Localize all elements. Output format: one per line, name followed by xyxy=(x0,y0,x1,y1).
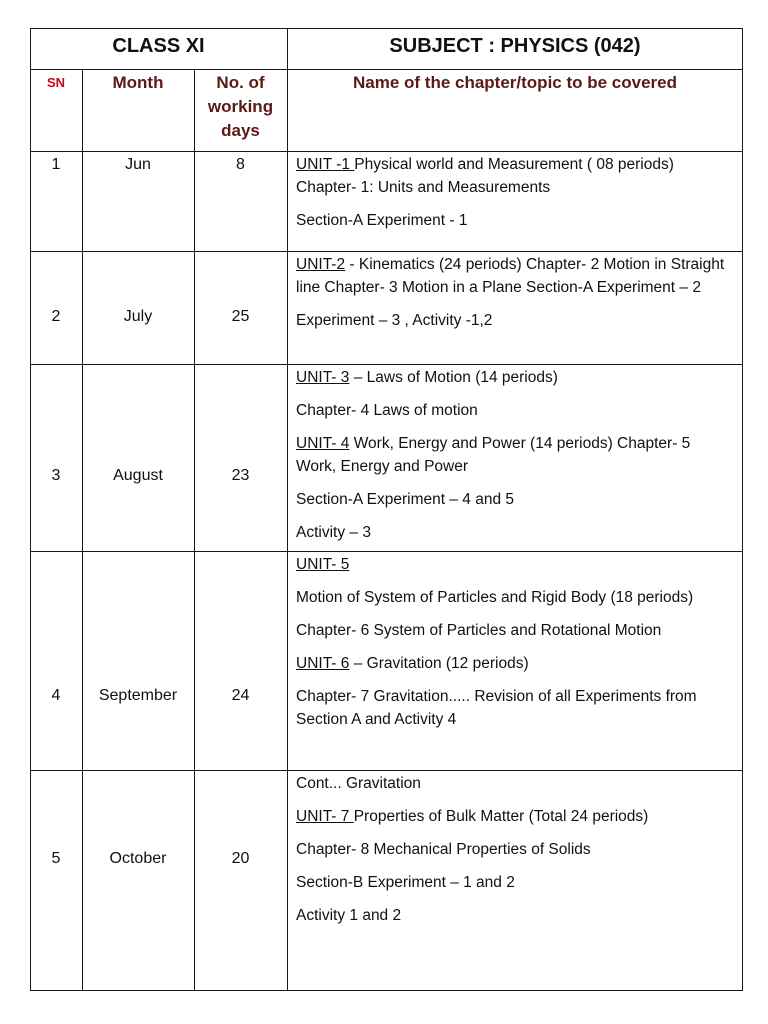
topic-text: - Kinematics (24 periods) Chapter- 2 Motion in Straight line Chapter- 3 Motion in a Plane Section-A Experiment – 2 xyxy=(296,256,725,296)
header-days-line: working xyxy=(207,97,274,116)
row-days: 23 xyxy=(231,467,250,484)
row-divider xyxy=(30,251,743,252)
topic-line: Motion of System of Particles and Rigid Body (18 periods) xyxy=(296,589,694,606)
row-topic xyxy=(287,153,737,242)
topic-line: Experiment – 3 , Activity -1,2 xyxy=(296,312,493,329)
topic-line: Chapter- 7 Gravitation..... Revision of all Experiments from Section A and Activity 4 xyxy=(296,688,697,728)
unit-label: UNIT- 6 xyxy=(296,655,350,672)
topic-text: – Laws of Motion (14 periods) xyxy=(349,369,558,386)
topic-line: Activity – 3 xyxy=(296,524,371,541)
row-month: September xyxy=(98,687,178,704)
header-working-days xyxy=(194,71,287,143)
topic-line xyxy=(296,553,733,576)
table-border-top xyxy=(30,28,743,29)
topic-line: Section-A Experiment - 1 xyxy=(296,212,468,229)
row-topic xyxy=(287,366,737,554)
class-title: CLASS XI xyxy=(112,35,205,57)
header-sn: SN xyxy=(46,75,66,90)
row-topic xyxy=(287,253,737,342)
unit-label: UNIT- 3 xyxy=(296,369,350,386)
row-divider xyxy=(30,69,743,70)
topic-line: Section-A Experiment – 4 and 5 xyxy=(296,491,514,508)
row-month: October xyxy=(109,850,167,867)
topic-line xyxy=(296,153,733,199)
row-days: 20 xyxy=(231,850,250,867)
header-month: Month xyxy=(112,73,164,92)
topic-text: Properties of Bulk Matter (Total 24 periods) xyxy=(353,808,649,825)
table-border-bottom xyxy=(30,990,743,991)
row-sn: 4 xyxy=(51,687,61,704)
topic-line xyxy=(296,253,733,299)
unit-label: UNIT- 4 xyxy=(296,435,350,452)
row-sn: 2 xyxy=(51,308,61,325)
row-sn: 5 xyxy=(51,850,61,867)
topic-line: Activity 1 and 2 xyxy=(296,907,402,924)
unit-label: UNIT- 5 xyxy=(296,556,350,573)
topic-line xyxy=(296,432,733,478)
topic-line: Chapter- 6 System of Particles and Rotational Motion xyxy=(296,622,662,639)
syllabus-table xyxy=(30,28,743,991)
topic-line: Section-B Experiment – 1 and 2 xyxy=(296,874,515,891)
unit-label: UNIT-2 xyxy=(296,256,346,273)
header-days-line: days xyxy=(221,121,260,140)
header-days-line: No. of xyxy=(216,73,265,92)
row-month: July xyxy=(123,308,153,325)
row-divider xyxy=(30,364,743,365)
unit-label: UNIT- 7 xyxy=(296,808,354,825)
topic-line: Cont... Gravitation xyxy=(296,775,421,792)
row-divider xyxy=(30,151,743,152)
row-divider xyxy=(30,770,743,771)
row-days: 24 xyxy=(231,687,250,704)
unit-label: UNIT -1 xyxy=(296,156,355,173)
subject-title: SUBJECT : PHYSICS (042) xyxy=(389,35,641,57)
topic-line xyxy=(296,652,733,675)
row-month: August xyxy=(113,467,163,484)
row-days: 25 xyxy=(231,308,250,325)
topic-text: Physical world and Measurement ( 08 periods) Chapter- 1: Units and Measurements xyxy=(296,156,674,196)
header-topic: Name of the chapter/topic to be covered xyxy=(352,73,677,92)
topic-line xyxy=(296,366,733,389)
row-days: 8 xyxy=(236,156,245,173)
table-border-right xyxy=(742,28,743,991)
topic-line xyxy=(296,805,733,828)
row-month: Jun xyxy=(125,156,151,173)
row-topic xyxy=(287,553,737,741)
topic-text: – Gravitation (12 periods) xyxy=(349,655,529,672)
topic-text: Work, Energy and Power (14 periods) Chapter- 5 Work, Energy and Power xyxy=(296,435,691,475)
row-topic xyxy=(287,772,737,937)
row-sn: 3 xyxy=(51,467,61,484)
topic-line: Chapter- 4 Laws of motion xyxy=(296,402,478,419)
row-sn: 1 xyxy=(51,156,61,173)
topic-line: Chapter- 8 Mechanical Properties of Solids xyxy=(296,841,591,858)
